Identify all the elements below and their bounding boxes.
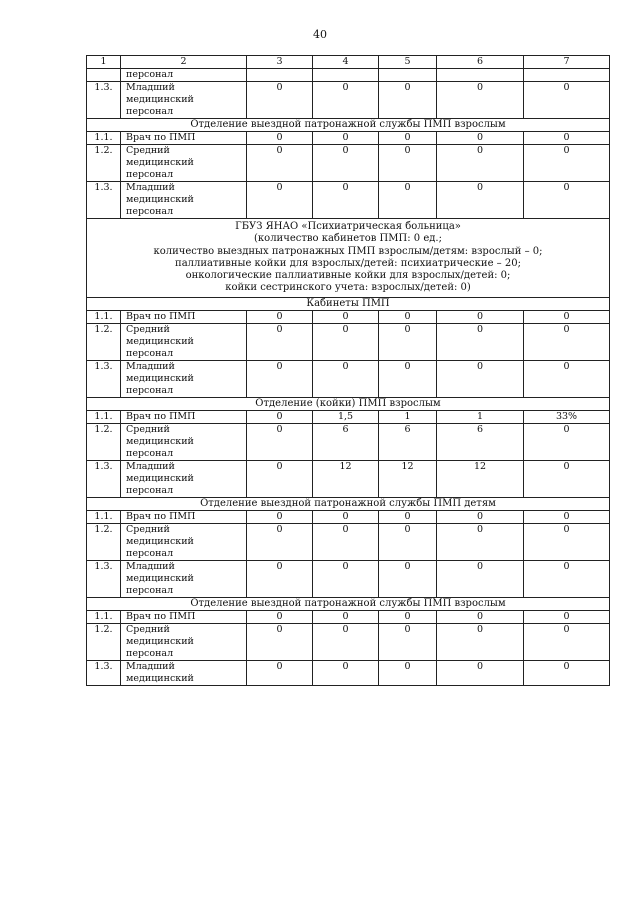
section-title: Кабинеты ПМП bbox=[87, 297, 610, 310]
row-value: 0 bbox=[313, 323, 379, 360]
row-value: 0 bbox=[247, 323, 313, 360]
row-label: Младший медицинский bbox=[121, 660, 247, 685]
row-index bbox=[87, 69, 121, 82]
row-value: 0 bbox=[437, 523, 524, 560]
row-index: 1.3. bbox=[87, 660, 121, 685]
row-value: 12 bbox=[313, 460, 379, 497]
row-value: 0 bbox=[437, 182, 524, 219]
section-title: Отделение выездной патронажной службы ПМП взрослым bbox=[87, 119, 610, 132]
row-value: 1 bbox=[437, 410, 524, 423]
table-row bbox=[87, 410, 610, 423]
row-index: 1.3. bbox=[87, 182, 121, 219]
row-index: 1.3. bbox=[87, 360, 121, 397]
row-value: 0 bbox=[524, 510, 610, 523]
row-value: 1,5 bbox=[313, 410, 379, 423]
row-value: 0 bbox=[313, 610, 379, 623]
row-value: 0 bbox=[247, 310, 313, 323]
row-value bbox=[524, 69, 610, 82]
row-value bbox=[379, 69, 437, 82]
row-value: 0 bbox=[313, 82, 379, 119]
row-value: 0 bbox=[379, 510, 437, 523]
row-value: 0 bbox=[247, 82, 313, 119]
row-value: 1 bbox=[379, 410, 437, 423]
section-header-row bbox=[87, 597, 610, 610]
row-value: 0 bbox=[524, 310, 610, 323]
row-index: 1.3. bbox=[87, 460, 121, 497]
row-value: 0 bbox=[524, 523, 610, 560]
row-value: 6 bbox=[313, 423, 379, 460]
row-value: 0 bbox=[247, 182, 313, 219]
row-label: Младший медицинский персонал bbox=[121, 360, 247, 397]
row-value: 0 bbox=[247, 145, 313, 182]
row-index: 1.2. bbox=[87, 145, 121, 182]
row-value: 0 bbox=[524, 660, 610, 685]
column-number: 2 bbox=[121, 56, 247, 69]
section-title: Отделение выездной патронажной службы ПМП взрослым bbox=[87, 597, 610, 610]
row-index: 1.2. bbox=[87, 423, 121, 460]
row-value bbox=[247, 69, 313, 82]
table-row bbox=[87, 460, 610, 497]
row-value: 0 bbox=[379, 660, 437, 685]
row-value: 0 bbox=[379, 132, 437, 145]
table-row bbox=[87, 423, 610, 460]
row-value: 0 bbox=[437, 360, 524, 397]
row-label: Средний медицинский персонал bbox=[121, 145, 247, 182]
column-number: 4 bbox=[313, 56, 379, 69]
row-value: 0 bbox=[379, 145, 437, 182]
row-label: Средний медицинский персонал bbox=[121, 523, 247, 560]
table-row bbox=[87, 310, 610, 323]
table-row bbox=[87, 560, 610, 597]
row-value: 0 bbox=[524, 423, 610, 460]
row-value bbox=[313, 69, 379, 82]
row-label: Младший медицинский персонал bbox=[121, 460, 247, 497]
column-number: 7 bbox=[524, 56, 610, 69]
row-label: Средний медицинский персонал bbox=[121, 323, 247, 360]
row-value bbox=[437, 69, 524, 82]
row-value: 0 bbox=[313, 182, 379, 219]
column-number: 3 bbox=[247, 56, 313, 69]
row-label: Врач по ПМП bbox=[121, 310, 247, 323]
row-value: 0 bbox=[313, 660, 379, 685]
column-number: 6 bbox=[437, 56, 524, 69]
row-value: 0 bbox=[437, 510, 524, 523]
row-value: 0 bbox=[379, 323, 437, 360]
table-row bbox=[87, 323, 610, 360]
row-value: 6 bbox=[437, 423, 524, 460]
row-value: 0 bbox=[524, 560, 610, 597]
row-value: 0 bbox=[247, 623, 313, 660]
row-value: 0 bbox=[524, 360, 610, 397]
column-number: 5 bbox=[379, 56, 437, 69]
row-index: 1.1. bbox=[87, 132, 121, 145]
table-row bbox=[87, 82, 610, 119]
row-value: 0 bbox=[379, 182, 437, 219]
section-header-row bbox=[87, 497, 610, 510]
table-row bbox=[87, 623, 610, 660]
row-value: 0 bbox=[437, 82, 524, 119]
header-row bbox=[87, 56, 610, 69]
table-row bbox=[87, 132, 610, 145]
row-value: 0 bbox=[524, 145, 610, 182]
row-value: 0 bbox=[524, 460, 610, 497]
row-value: 0 bbox=[437, 660, 524, 685]
row-label: Врач по ПМП bbox=[121, 610, 247, 623]
row-value: 0 bbox=[313, 132, 379, 145]
row-value: 33% bbox=[524, 410, 610, 423]
row-label: Врач по ПМП bbox=[121, 132, 247, 145]
row-value: 0 bbox=[437, 610, 524, 623]
row-index: 1.2. bbox=[87, 523, 121, 560]
row-value: 0 bbox=[313, 145, 379, 182]
section-title: Отделение выездной патронажной службы ПМП детям bbox=[87, 497, 610, 510]
row-value: 0 bbox=[524, 182, 610, 219]
row-value: 0 bbox=[524, 610, 610, 623]
row-value: 0 bbox=[437, 323, 524, 360]
row-index: 1.1. bbox=[87, 510, 121, 523]
section-header-row bbox=[87, 297, 610, 310]
row-value: 0 bbox=[313, 360, 379, 397]
row-value: 0 bbox=[524, 323, 610, 360]
row-value: 0 bbox=[247, 132, 313, 145]
row-value: 0 bbox=[313, 510, 379, 523]
row-value: 0 bbox=[379, 623, 437, 660]
row-label: Врач по ПМП bbox=[121, 510, 247, 523]
row-value: 0 bbox=[437, 310, 524, 323]
row-label: Младший медицинский персонал bbox=[121, 560, 247, 597]
row-value: 0 bbox=[437, 623, 524, 660]
section-header-row bbox=[87, 119, 610, 132]
row-value: 6 bbox=[379, 423, 437, 460]
row-value: 0 bbox=[379, 560, 437, 597]
page-number: 40 bbox=[313, 28, 327, 41]
row-label: Средний медицинский персонал bbox=[121, 423, 247, 460]
row-value: 0 bbox=[313, 523, 379, 560]
row-label: Врач по ПМП bbox=[121, 410, 247, 423]
table-row bbox=[87, 69, 610, 82]
row-index: 1.3. bbox=[87, 82, 121, 119]
table-row bbox=[87, 510, 610, 523]
table-row bbox=[87, 145, 610, 182]
row-value: 0 bbox=[524, 132, 610, 145]
table-row bbox=[87, 360, 610, 397]
facility-info-row bbox=[87, 219, 610, 298]
row-value: 0 bbox=[524, 623, 610, 660]
row-label: персонал bbox=[121, 69, 247, 82]
row-value: 0 bbox=[247, 410, 313, 423]
row-value: 0 bbox=[379, 82, 437, 119]
row-value: 0 bbox=[437, 560, 524, 597]
row-value: 0 bbox=[247, 660, 313, 685]
row-value: 0 bbox=[247, 460, 313, 497]
row-value: 0 bbox=[247, 360, 313, 397]
row-value: 0 bbox=[313, 560, 379, 597]
table-row bbox=[87, 660, 610, 685]
row-index: 1.2. bbox=[87, 323, 121, 360]
row-value: 0 bbox=[313, 310, 379, 323]
row-index: 1.1. bbox=[87, 310, 121, 323]
row-index: 1.1. bbox=[87, 410, 121, 423]
row-value: 0 bbox=[247, 560, 313, 597]
staffing-table bbox=[86, 55, 610, 686]
table-row bbox=[87, 610, 610, 623]
row-value: 0 bbox=[379, 523, 437, 560]
row-value: 0 bbox=[437, 132, 524, 145]
row-index: 1.2. bbox=[87, 623, 121, 660]
section-header-row bbox=[87, 397, 610, 410]
row-label: Средний медицинский персонал bbox=[121, 623, 247, 660]
row-label: Младший медицинский персонал bbox=[121, 82, 247, 119]
row-value: 0 bbox=[524, 82, 610, 119]
row-value: 0 bbox=[247, 510, 313, 523]
row-value: 0 bbox=[437, 145, 524, 182]
row-value: 0 bbox=[313, 623, 379, 660]
column-number: 1 bbox=[87, 56, 121, 69]
row-value: 12 bbox=[379, 460, 437, 497]
row-value: 0 bbox=[379, 610, 437, 623]
row-index: 1.1. bbox=[87, 610, 121, 623]
row-value: 0 bbox=[379, 310, 437, 323]
section-title: Отделение (койки) ПМП взрослым bbox=[87, 397, 610, 410]
facility-info: ГБУЗ ЯНАО «Психиатрическая больница» (количество кабинетов ПМП: 0 ед.; количество выездных патронажных ПМП взрослым/детям: взрослый – 0; паллиативные койки для взрослых/детей: психиатрические – 20; онкологические паллиативные койки для взрослых/детей: 0; койки сестринского учета: взрослых/детей: 0) bbox=[87, 219, 610, 298]
row-value: 0 bbox=[247, 423, 313, 460]
row-value: 12 bbox=[437, 460, 524, 497]
row-label: Младший медицинский персонал bbox=[121, 182, 247, 219]
row-value: 0 bbox=[247, 523, 313, 560]
row-value: 0 bbox=[379, 360, 437, 397]
table-row bbox=[87, 523, 610, 560]
row-index: 1.3. bbox=[87, 560, 121, 597]
row-value: 0 bbox=[247, 610, 313, 623]
table-row bbox=[87, 182, 610, 219]
